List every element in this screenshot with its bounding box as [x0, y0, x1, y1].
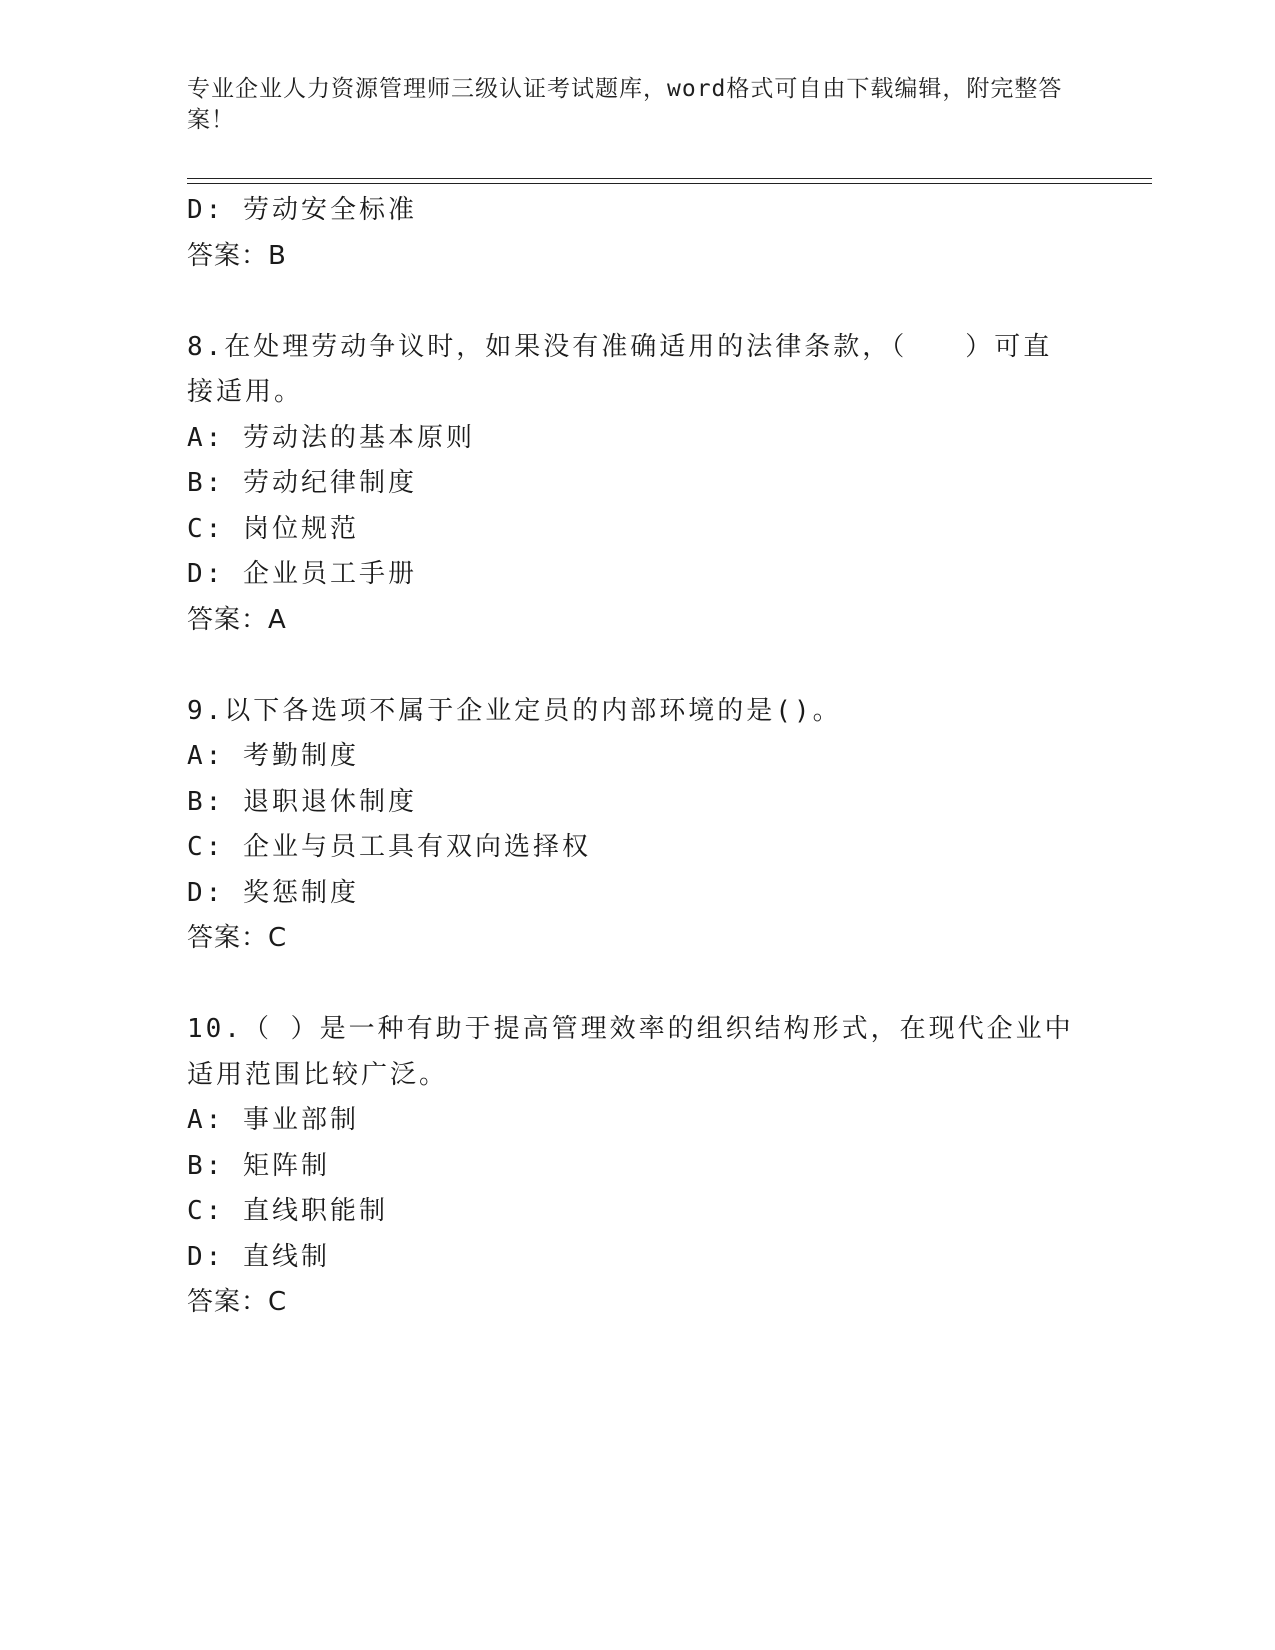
question-stem: 10.（ ）是一种有助于提高管理效率的组织结构形式，在现代企业中: [187, 1014, 1074, 1044]
spacer: [187, 962, 1087, 1008]
question-stem: 8.在处理劳动争议时，如果没有准确适用的法律条款，（ ）可直: [187, 331, 1053, 362]
answer-line: 答案：C: [187, 1287, 288, 1317]
spacer: [187, 279, 1087, 325]
option-d: D: 企业员工手册: [187, 559, 417, 589]
answer-line: 答案：B: [187, 240, 287, 271]
option-a: A: 考勤制度: [187, 741, 359, 771]
option-d: D: 奖惩制度: [187, 877, 359, 908]
option-d: D: 直线制: [187, 1241, 330, 1272]
answer-line: 答案：A: [187, 604, 287, 635]
question-10: [187, 1007, 1087, 1326]
option-a: A: 事业部制: [187, 1105, 359, 1135]
question-list: [187, 188, 1087, 1326]
header-divider-bottom: [187, 183, 1152, 184]
header-divider-top: [187, 178, 1152, 179]
option-c: C: 企业与员工具有双向选择权: [187, 832, 591, 862]
option-b: B: 退职退休制度: [187, 786, 417, 817]
question-9: [187, 689, 1087, 962]
prev-question-block: [187, 188, 1087, 279]
spacer: [187, 643, 1087, 689]
option-d: D: 劳动安全标准: [187, 195, 417, 225]
option-c: C: 直线职能制: [187, 1196, 388, 1226]
question-stem: 9.以下各选项不属于企业定员的内部环境的是()。: [187, 695, 842, 726]
option-a: A: 劳动法的基本原则: [187, 422, 475, 453]
question-stem-cont: 适用范围比较广泛。: [187, 1059, 449, 1090]
question-stem-cont: 接适用。: [187, 377, 304, 407]
option-b: B: 矩阵制: [187, 1150, 330, 1181]
option-b: B: 劳动纪律制度: [187, 468, 417, 498]
option-c: C: 岗位规范: [187, 513, 359, 544]
document-header: 专业企业人力资源管理师三级认证考试题库，word格式可自由下载编辑，附完整答案！: [187, 76, 1063, 133]
question-8: [187, 325, 1087, 644]
answer-line: 答案：C: [187, 923, 288, 953]
